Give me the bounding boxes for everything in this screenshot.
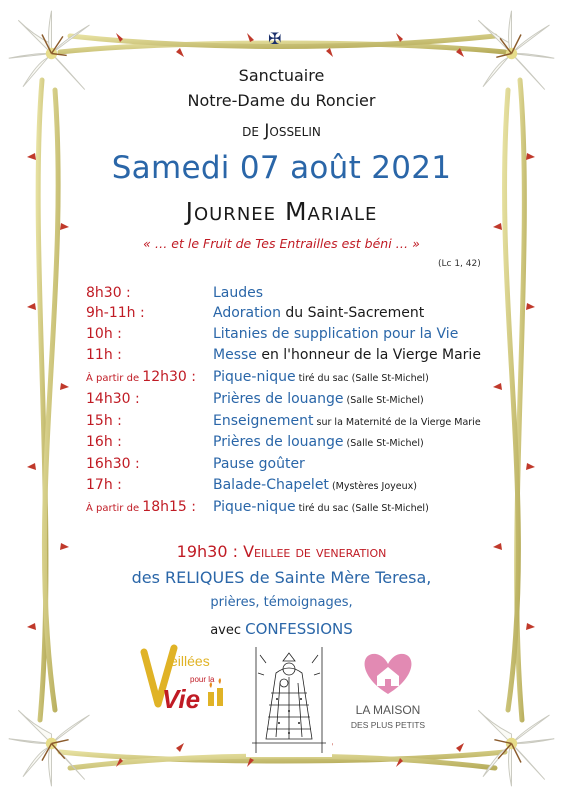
schedule-activity: Prières de louange (213, 434, 344, 450)
schedule-activity: Litanies de supplication pour la Vie (213, 326, 459, 342)
schedule-activity-extra: en l'honneur de la Vierge Marie (256, 347, 481, 363)
schedule-note: tiré du sac (Salle St-Michel) (295, 373, 429, 384)
la-maison-des-plus-petits-logo (338, 650, 438, 740)
logo-maison-line2: DES PLUS PETITS (350, 720, 426, 730)
schedule-note: (Salle St-Michel) (343, 395, 424, 406)
lily-flower-icon (4, 696, 99, 791)
schedule-note: tiré du sac (Salle St-Michel) (295, 503, 429, 514)
schedule-row (86, 411, 516, 431)
logo-vie-line2: pour la (190, 675, 215, 684)
lily-flower-icon (4, 6, 99, 101)
sanctuary-location: de Josselin (242, 121, 321, 141)
maltese-cross-icon: ✠ (268, 29, 282, 48)
schedule-row (86, 475, 516, 495)
schedule-activity: Pique-nique (213, 499, 296, 515)
logo-vie-line1: eillées (170, 653, 210, 669)
schedule-time: 9h-11h : (86, 305, 145, 321)
schedule-activity: Laudes (213, 285, 264, 301)
schedule-time: 17h : (86, 477, 122, 493)
schedule-row (86, 345, 516, 365)
sanctuary-name-line1: Sanctuaire (238, 66, 325, 85)
vigil-confessions-prefix: avec (210, 623, 246, 638)
schedule-time-prefix: À partir de (86, 503, 143, 514)
schedule-row (86, 389, 516, 409)
schedule-row (86, 283, 516, 303)
lily-flower-icon (464, 6, 559, 101)
schedule-time: 11h : (86, 347, 122, 363)
vigil-relics-line: des RELIQUES de Sainte Mère Teresa, (131, 568, 432, 587)
logo-maison-line1: LA MAISON (355, 703, 421, 717)
vigil-program-line: prières, témoignages, (210, 595, 353, 610)
schedule-note: (Mystères Joyeux) (328, 481, 417, 492)
virgin-statue-engraving (246, 643, 332, 757)
schedule-time: 10h : (86, 326, 122, 342)
vigil-title: Veillee de veneration (237, 542, 387, 561)
lily-flower-icon (464, 696, 559, 791)
schedule-note: sur la Maternité de la Vierge Marie (313, 417, 481, 428)
schedule-row (86, 324, 516, 344)
schedule-time-prefix: À partir de (86, 373, 143, 384)
vigil-confessions: CONFESSIONS (245, 620, 353, 638)
event-date: Samedi 07 août 2021 (111, 150, 452, 186)
schedule-activity: Adoration (213, 305, 281, 321)
schedule-time: 14h30 : (86, 391, 140, 407)
schedule-activity: Messe (213, 347, 257, 363)
scripture-quote: « … et le Fruit de Tes Entrailles est béni … » (143, 236, 420, 251)
schedule-time: 12h30 : (142, 369, 196, 385)
schedule-time: 16h : (86, 434, 122, 450)
logo-vie-big: Vie (162, 684, 201, 714)
schedule-time: 18h15 : (142, 499, 196, 515)
schedule-time: 16h30 : (86, 456, 140, 472)
schedule-row (86, 367, 516, 387)
schedule-activity-extra: du Saint-Sacrement (280, 305, 425, 321)
schedule-time: 15h : (86, 413, 122, 429)
schedule-row (86, 454, 516, 474)
schedule-activity: Enseignement (213, 413, 314, 429)
scripture-reference: (Lc 1, 42) (438, 259, 481, 269)
vigil-time: 19h30 : (176, 542, 238, 561)
vigil-heading (0, 542, 563, 561)
schedule-note: (Salle St-Michel) (343, 438, 424, 449)
schedule-time: 8h30 : (86, 285, 131, 301)
schedule-row (86, 432, 516, 452)
schedule-activity: Prières de louange (213, 391, 344, 407)
schedule-activity: Balade-Chapelet (213, 477, 329, 493)
schedule-activity: Pique-nique (213, 369, 296, 385)
schedule-row (86, 303, 516, 323)
sanctuary-name-line2: Notre-Dame du Roncier (187, 91, 376, 110)
event-title: Journee Mariale (185, 197, 378, 226)
schedule-activity: Pause goûter (213, 456, 305, 472)
vigil-confessions-line (0, 620, 563, 638)
veillees-pour-la-vie-logo (140, 642, 240, 722)
schedule-row (86, 497, 516, 517)
